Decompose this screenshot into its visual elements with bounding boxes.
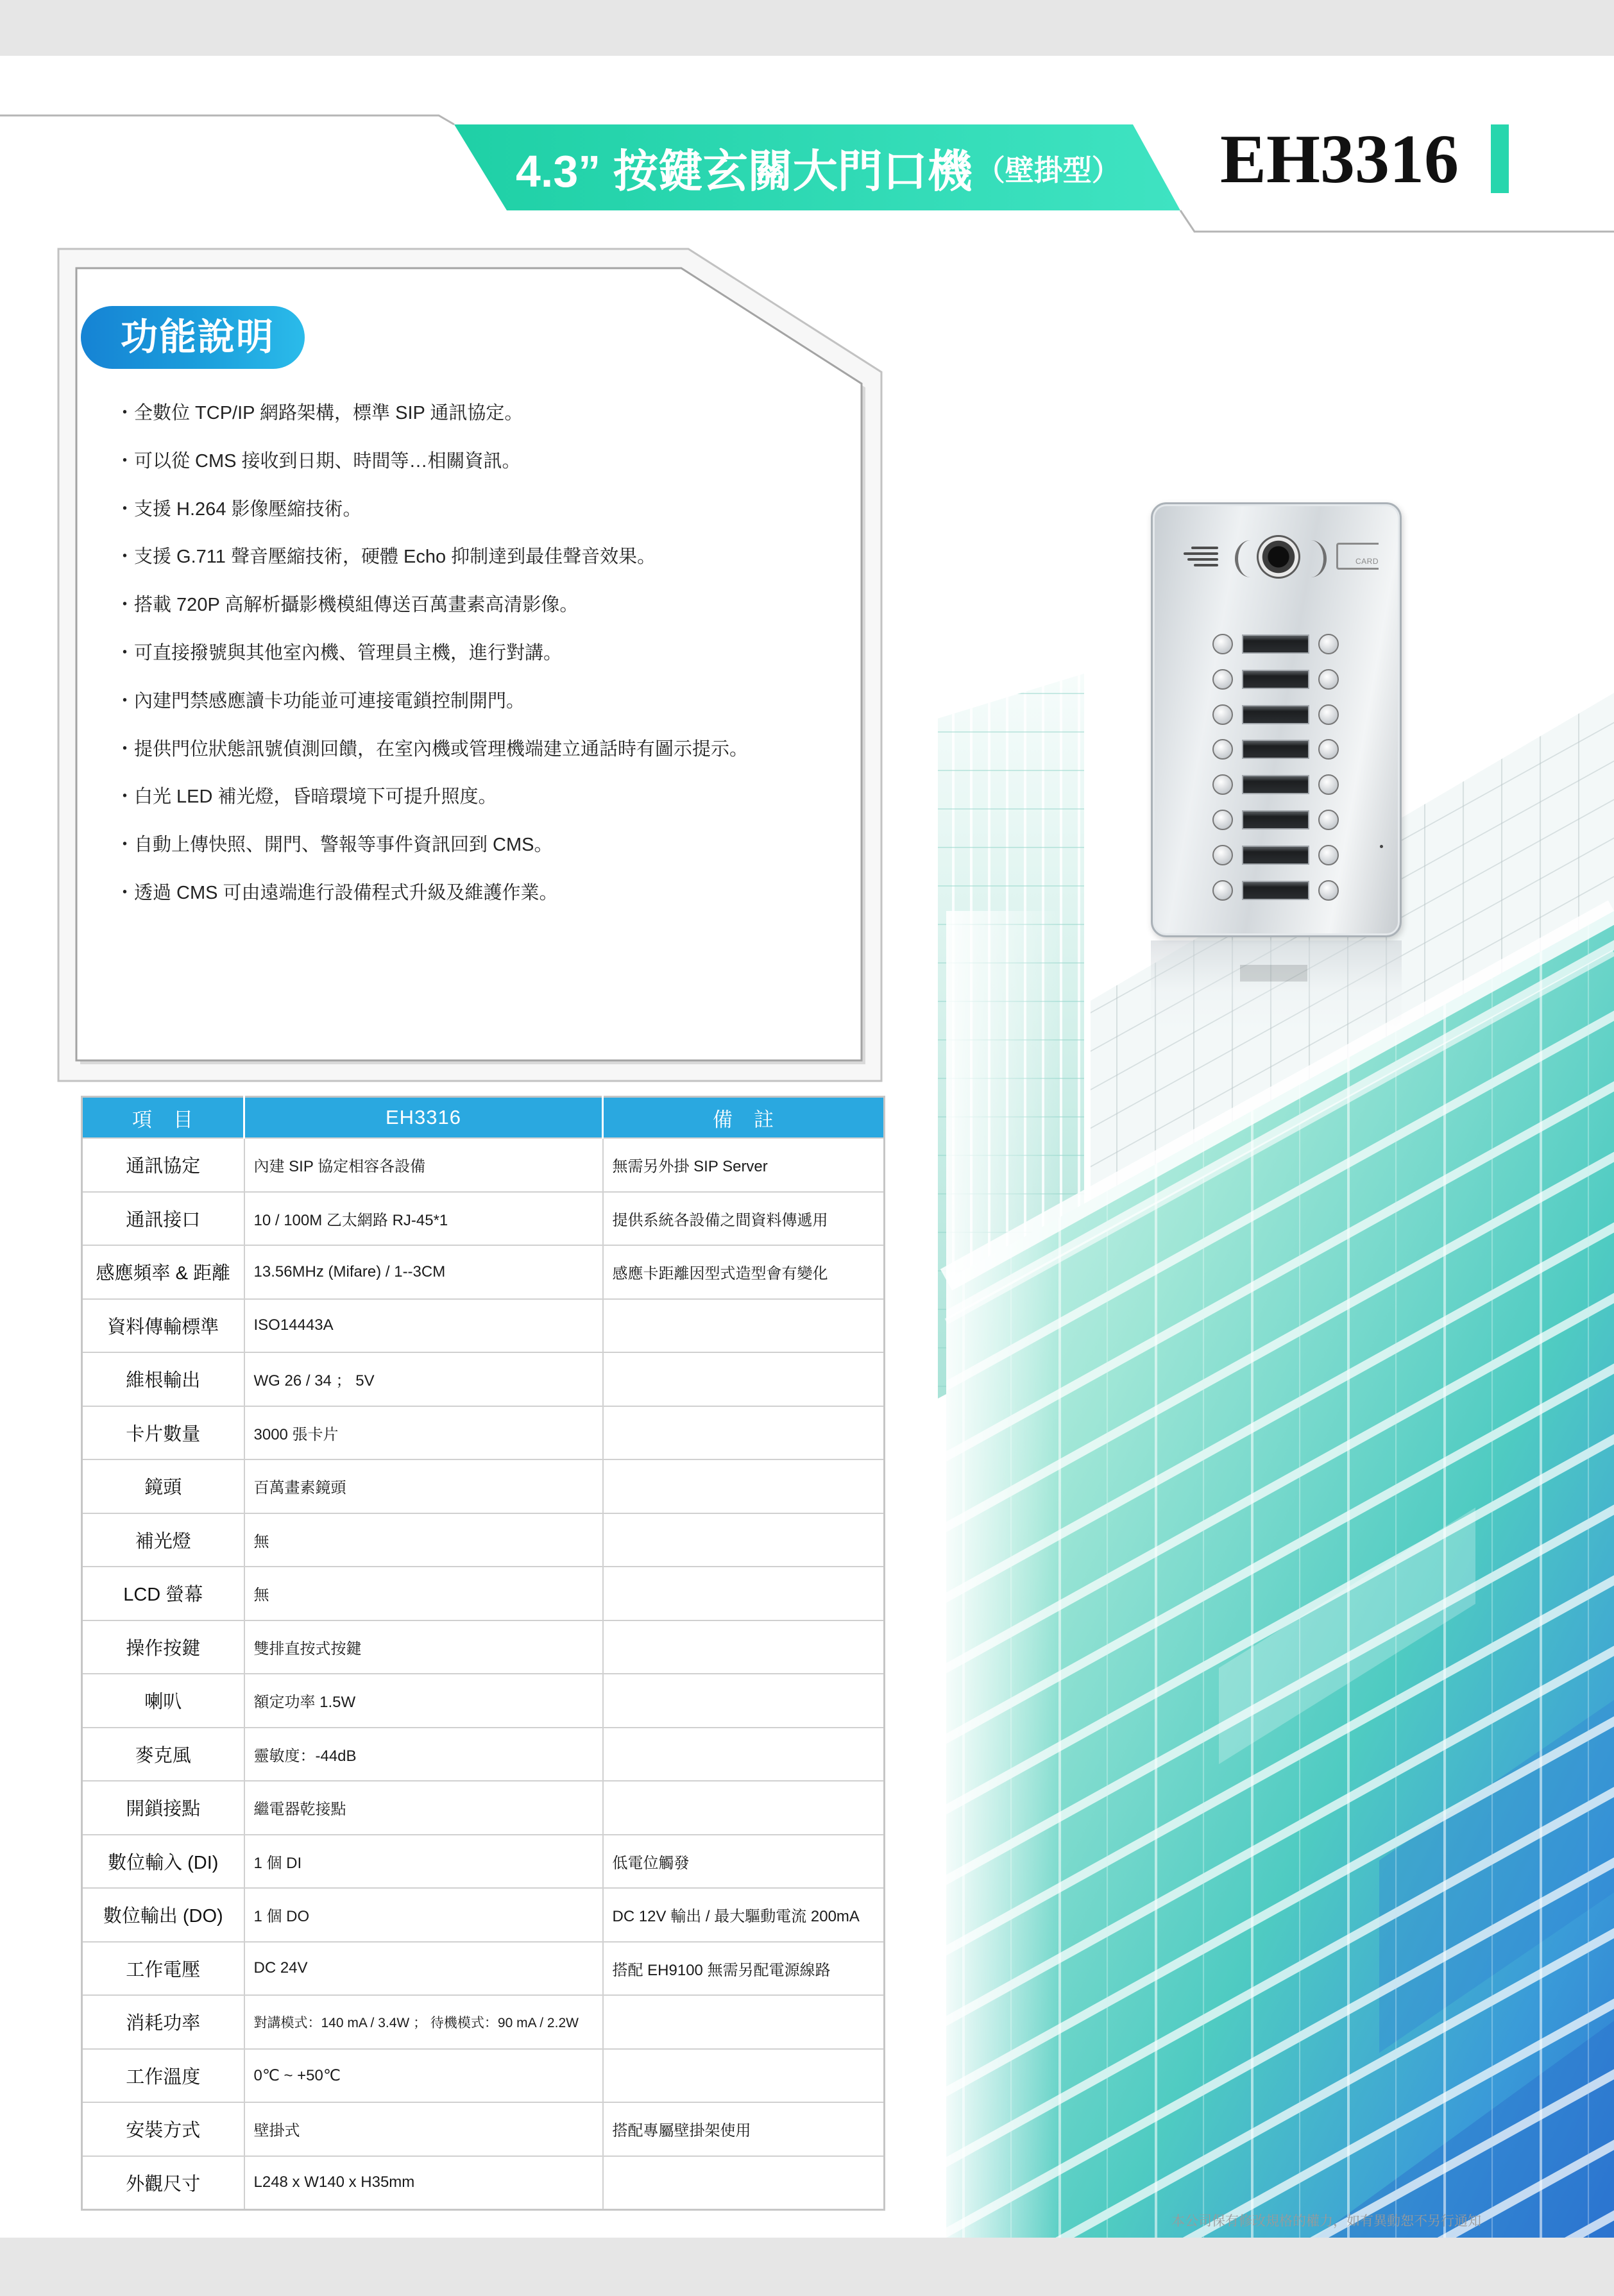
spec-value-cell: 0℃ ~ +50℃ xyxy=(244,2049,603,2103)
spec-note-cell xyxy=(603,1406,885,1460)
spec-item-cell: 感應頻率 & 距離 xyxy=(82,1245,244,1299)
top-band xyxy=(0,0,1614,56)
spec-value-cell: 無 xyxy=(244,1567,603,1620)
features-heading: 功能說明 xyxy=(121,316,275,358)
spec-note-cell xyxy=(603,1299,885,1353)
spec-note-cell: 低電位觸發 xyxy=(603,1835,885,1889)
spec-value-cell: 對講模式：140 mA / 3.4W ； 待機模式：90 mA / 2.2W xyxy=(244,1995,603,2049)
name-plate xyxy=(1242,670,1309,689)
call-button-icon xyxy=(1318,810,1339,830)
name-plate xyxy=(1242,740,1309,759)
spec-item-cell: 安裝方式 xyxy=(82,2102,244,2156)
feature-item: ・搭載 720P 高解析攝影機模組傳送百萬畫素高清影像。 xyxy=(115,595,579,616)
call-button-icon xyxy=(1318,704,1339,725)
spec-note-cell xyxy=(603,1459,885,1513)
spec-value-cell: 10 / 100M 乙太網路 RJ-45*1 xyxy=(244,1192,603,1246)
spec-note-cell xyxy=(603,1620,885,1674)
spec-row xyxy=(82,1138,885,1192)
spec-row xyxy=(82,2156,885,2210)
door-station-device xyxy=(1151,502,1402,937)
spec-value-cell: 壁掛式 xyxy=(244,2102,603,2156)
camera-lens-icon xyxy=(1257,535,1300,579)
spec-value-cell: ISO14443A xyxy=(244,1299,603,1353)
spec-note-cell: 提供系統各設備之間資料傳遞用 xyxy=(603,1192,885,1246)
spec-row xyxy=(82,2049,885,2103)
spec-item-cell: 通訊接口 xyxy=(82,1192,244,1246)
model-number: EH3316 xyxy=(1220,121,1459,198)
name-plate xyxy=(1242,634,1309,654)
spec-row xyxy=(82,1299,885,1353)
spec-note-cell xyxy=(603,1781,885,1835)
spec-item-cell: 維根輸出 xyxy=(82,1352,244,1406)
spec-item-cell: 通訊協定 xyxy=(82,1138,244,1192)
model-accent-bar xyxy=(1491,124,1509,193)
spec-value-cell: 無 xyxy=(244,1513,603,1567)
spec-note-cell xyxy=(603,1674,885,1728)
bottom-band xyxy=(0,2238,1614,2296)
spec-item-cell: 工作溫度 xyxy=(82,2049,244,2103)
card-reader-label: CARD xyxy=(1355,557,1379,566)
spec-note-cell xyxy=(603,1513,885,1567)
spec-item-cell: 數位輸出 (DO) xyxy=(82,1888,244,1942)
header-outline-left xyxy=(0,115,454,124)
card-reader-icon xyxy=(1336,543,1379,570)
feature-item: ・提供門位狀態訊號偵測回饋，在室內機或管理機端建立通話時有圖示提示。 xyxy=(115,738,749,760)
spec-item-cell: LCD 螢幕 xyxy=(82,1567,244,1620)
call-button-icon xyxy=(1212,810,1233,830)
spec-note-cell: 感應卡距離因型式造型會有變化 xyxy=(603,1245,885,1299)
spec-row xyxy=(82,1192,885,1246)
feature-item: ・內建門禁感應讀卡功能並可連接電鎖控制開門。 xyxy=(115,690,525,711)
device-button-row xyxy=(1153,668,1400,690)
spec-header-model: EH3316 xyxy=(244,1097,603,1139)
call-button-icon xyxy=(1318,634,1339,654)
spec-value-cell: DC 24V xyxy=(244,1942,603,1996)
spec-row xyxy=(82,1888,885,1942)
call-button-icon xyxy=(1318,669,1339,690)
feature-item: ・支援 H.264 影像壓縮技術。 xyxy=(115,498,362,520)
spec-item-cell: 鏡頭 xyxy=(82,1459,244,1513)
call-button-icon xyxy=(1212,704,1233,725)
feature-item: ・透過 CMS 可由遠端進行設備程式升級及維護作業。 xyxy=(115,882,558,903)
spec-row xyxy=(82,1995,885,2049)
spec-value-cell: 靈敏度：-44dB xyxy=(244,1728,603,1782)
product-subtitle: （壁掛型） xyxy=(976,153,1121,187)
spec-item-cell: 卡片數量 xyxy=(82,1406,244,1460)
spec-row xyxy=(82,1352,885,1406)
spec-row xyxy=(82,1513,885,1567)
spec-value-cell: 百萬畫素鏡頭 xyxy=(244,1459,603,1513)
spec-note-cell: 搭配 EH9100 無需另配電源線路 xyxy=(603,1942,885,1996)
device-button-row xyxy=(1153,880,1400,901)
spec-item-cell: 消耗功率 xyxy=(82,1995,244,2049)
name-plate xyxy=(1242,705,1309,724)
name-plate xyxy=(1242,881,1309,900)
spec-item-cell: 外觀尺寸 xyxy=(82,2156,244,2210)
spec-row xyxy=(82,1245,885,1299)
spec-value-cell: 1 個 DI xyxy=(244,1835,603,1889)
speaker-grille-icon xyxy=(1184,547,1218,567)
spec-row xyxy=(82,1567,885,1620)
spec-item-cell: 開鎖接點 xyxy=(82,1781,244,1835)
feature-item: ・支援 G.711 聲音壓縮技術，硬體 Echo 抑制達到最佳聲音效果。 xyxy=(115,547,656,568)
call-button-icon xyxy=(1318,845,1339,865)
features-heading-pill xyxy=(81,306,305,369)
call-button-icon xyxy=(1212,669,1233,690)
feature-item: ・自動上傳快照、開門、警報等事件資訊回到 CMS。 xyxy=(115,835,553,856)
device-button-row xyxy=(1153,704,1400,726)
spec-table xyxy=(81,1096,885,2211)
call-button-icon xyxy=(1212,880,1233,901)
page-title xyxy=(516,124,1121,210)
spec-value-cell: 1 個 DO xyxy=(244,1888,603,1942)
call-button-icon xyxy=(1318,774,1339,795)
device-button-row xyxy=(1153,774,1400,795)
spec-value-cell: L248 x W140 x H35mm xyxy=(244,2156,603,2210)
call-button-icon xyxy=(1212,774,1233,795)
spec-value-cell: 額定功率 1.5W xyxy=(244,1674,603,1728)
spec-note-cell xyxy=(603,1728,885,1782)
disclaimer-note: 本公司保有修改規格的權力，如有異動恕不另行通知 xyxy=(1171,2214,1481,2229)
feature-item: ・可直接撥號與其他室內機、管理員主機，進行對講。 xyxy=(115,642,563,663)
header-outline-right xyxy=(1180,210,1614,232)
spec-item-cell: 工作電壓 xyxy=(82,1942,244,1996)
spec-value-cell: 3000 張卡片 xyxy=(244,1406,603,1460)
spec-row xyxy=(82,1728,885,1782)
device-reflection xyxy=(1151,940,1402,1030)
spec-item-cell: 資料傳輸標準 xyxy=(82,1299,244,1353)
spec-note-cell xyxy=(603,2049,885,2103)
spec-note-cell xyxy=(603,1352,885,1406)
spec-note-cell: 搭配專屬壁掛架使用 xyxy=(603,2102,885,2156)
call-button-icon xyxy=(1318,880,1339,901)
spec-value-cell: 13.56MHz (Mifare) / 1--3CM xyxy=(244,1245,603,1299)
spec-item-cell: 麥克風 xyxy=(82,1728,244,1782)
spec-row xyxy=(82,2102,885,2156)
spec-note-cell xyxy=(603,2156,885,2210)
spec-table-body xyxy=(82,1138,885,2210)
spec-row xyxy=(82,1620,885,1674)
feature-item: ・白光 LED 補光燈，昏暗環境下可提升照度。 xyxy=(115,787,497,808)
call-button-icon xyxy=(1212,634,1233,654)
spec-row xyxy=(82,1781,885,1835)
spec-item-cell: 補光燈 xyxy=(82,1513,244,1567)
spec-item-cell: 喇叭 xyxy=(82,1674,244,1728)
call-button-icon xyxy=(1318,739,1339,760)
device-button-row xyxy=(1153,844,1400,866)
device-button-row xyxy=(1153,633,1400,655)
name-plate xyxy=(1242,846,1309,865)
spec-row xyxy=(82,1674,885,1728)
spec-value-cell: 內建 SIP 協定相容各設備 xyxy=(244,1138,603,1192)
spec-header-item: 項 目 xyxy=(82,1097,244,1139)
spec-value-cell: 繼電器乾接點 xyxy=(244,1781,603,1835)
spec-value-cell: 雙排直按式按鍵 xyxy=(244,1620,603,1674)
device-button-row xyxy=(1153,809,1400,831)
spec-header-row xyxy=(82,1097,885,1139)
spec-row xyxy=(82,1942,885,1996)
name-plate xyxy=(1242,810,1309,829)
spec-row xyxy=(82,1835,885,1889)
name-plate xyxy=(1242,775,1309,794)
call-button-icon xyxy=(1212,739,1233,760)
spec-note-cell: DC 12V 輸出 / 最大驅動電流 200mA xyxy=(603,1888,885,1942)
device-button-row xyxy=(1153,738,1400,760)
spec-note-cell xyxy=(603,1995,885,2049)
camera-bracket-right xyxy=(1295,540,1327,577)
spec-value-cell: WG 26 / 34 ； 5V xyxy=(244,1352,603,1406)
product-title: 4.3” 按鍵玄關大門口機 xyxy=(516,146,973,196)
feature-list xyxy=(115,389,748,917)
spec-item-cell: 數位輸入 (DI) xyxy=(82,1835,244,1889)
feature-item: ・全數位 TCP/IP 網路架構，標準 SIP 通訊協定。 xyxy=(115,403,523,423)
call-button-icon xyxy=(1212,845,1233,865)
spec-header-note: 備 註 xyxy=(603,1097,885,1139)
feature-item: ・可以從 CMS 接收到日期、時間等…相關資訊。 xyxy=(115,450,521,472)
spec-note-cell: 無需另外掛 SIP Server xyxy=(603,1138,885,1192)
spec-row xyxy=(82,1459,885,1513)
spec-note-cell xyxy=(603,1567,885,1620)
spec-row xyxy=(82,1406,885,1460)
spec-item-cell: 操作按鍵 xyxy=(82,1620,244,1674)
